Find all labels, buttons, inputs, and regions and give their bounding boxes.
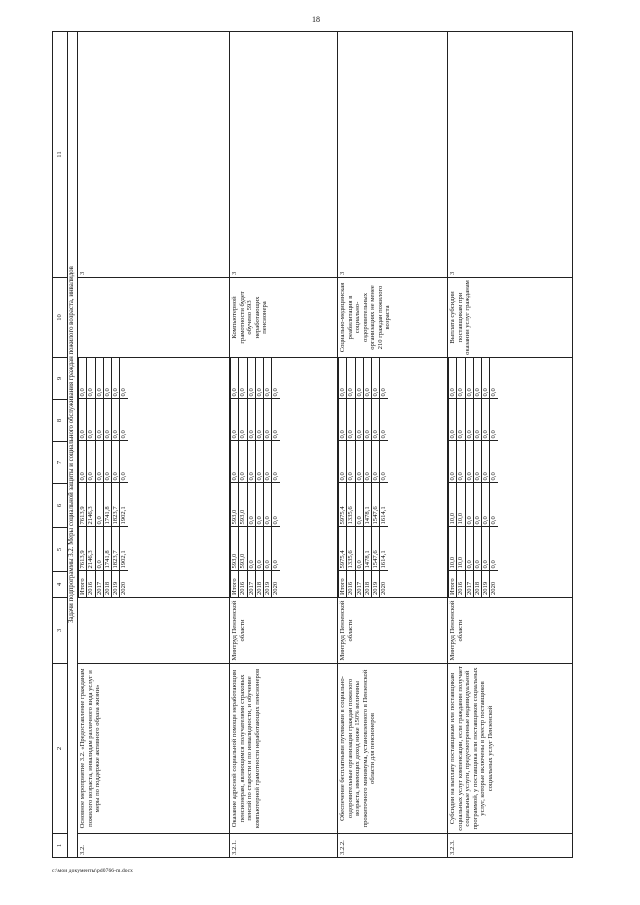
amount-cell: 0,0 [465, 441, 473, 483]
year-row [490, 357, 498, 597]
item-executor [78, 598, 230, 664]
amount-cell: 0,0 [490, 441, 498, 483]
amount-cell: 0,0 [380, 357, 388, 399]
amount-cell: 0,0 [363, 357, 371, 399]
year-label: 2017 [355, 571, 363, 597]
year-label: 2020 [490, 571, 498, 597]
amount-cell: 0,0 [380, 399, 388, 441]
amount-cell: 0,0 [239, 357, 247, 399]
year-label: 2016 [347, 571, 355, 597]
amount-cell: 10,0 [457, 527, 465, 571]
amount-cell: 0,0 [95, 399, 103, 441]
amount-cell: 0,0 [247, 441, 255, 483]
amount-cell: 593,0 [239, 483, 247, 527]
amount-cell: 0,0 [272, 483, 280, 527]
year-row [231, 357, 239, 597]
item-number: 3.2.1. [230, 834, 338, 858]
amount-cell: 1823,7 [112, 483, 120, 527]
years-block [448, 358, 573, 598]
year-label: 2020 [120, 571, 128, 597]
amount-cell: 0,0 [272, 527, 280, 571]
amount-cell: 0,0 [355, 357, 363, 399]
item-result: Социально-медицинская реабилитация в социально-оздоровительных организациях не менее 210 граждан пожилого возраста [338, 278, 448, 358]
year-label: 2018 [255, 571, 263, 597]
amount-cell: 0,0 [380, 441, 388, 483]
header-cell: 7 [53, 442, 68, 484]
amount-cell: 593,0 [231, 483, 239, 527]
amount-cell: 0,0 [347, 441, 355, 483]
year-label: 2019 [264, 571, 272, 597]
year-label: 2019 [112, 571, 120, 597]
year-label: Итого [231, 571, 239, 597]
amount-cell: 0,0 [482, 357, 490, 399]
years-table [338, 357, 388, 597]
year-label: Итого [339, 571, 347, 597]
amount-cell: 0,0 [272, 357, 280, 399]
amount-cell: 0,0 [95, 527, 103, 571]
header-cell: 10 [53, 278, 68, 358]
amount-cell: 1335,6 [347, 527, 355, 571]
year-label: 2016 [239, 571, 247, 597]
amount-cell: 0,0 [355, 399, 363, 441]
amount-cell: 0,0 [272, 441, 280, 483]
amount-cell: 1547,6 [372, 527, 380, 571]
years-block [230, 358, 338, 598]
amount-cell: 0,0 [95, 441, 103, 483]
amount-cell: 7613,9 [79, 483, 87, 527]
item-executor: Минтруд Пензенской области [230, 598, 338, 664]
item-col11: 3 [338, 32, 448, 278]
year-label: 2016 [457, 571, 465, 597]
amount-cell: 0,0 [339, 357, 347, 399]
item-number: 3.2.2. [338, 834, 448, 858]
item-number: 3.2. [78, 834, 230, 858]
amount-cell: 0,0 [112, 399, 120, 441]
header-cell: 4 [53, 572, 68, 598]
year-label: 2020 [272, 571, 280, 597]
amount-cell: 0,0 [120, 399, 128, 441]
program-table [52, 31, 573, 858]
amount-cell: 0,0 [255, 527, 263, 571]
amount-cell: 1614,1 [380, 527, 388, 571]
header-cell: 8 [53, 400, 68, 442]
amount-cell: 0,0 [473, 399, 481, 441]
table-body [78, 32, 573, 858]
amount-cell: 0,0 [103, 399, 111, 441]
amount-cell: 7613,9 [79, 527, 87, 571]
years-table [78, 357, 128, 597]
header-cell: 9 [53, 358, 68, 400]
header-cell: 2 [53, 664, 68, 834]
year-row [339, 357, 347, 597]
amount-cell: 0,0 [120, 357, 128, 399]
amount-cell: 0,0 [264, 441, 272, 483]
year-row [363, 357, 371, 597]
year-row [272, 357, 280, 597]
item-executor: Минтруд Пензенской области [448, 598, 573, 664]
amount-cell: 1547,6 [372, 483, 380, 527]
item-col11: 3 [448, 32, 573, 278]
amount-cell: 0,0 [255, 483, 263, 527]
amount-cell: 0,0 [457, 357, 465, 399]
year-row [473, 357, 481, 597]
item-name: Обеспечение бесплатными путевками в социально-оздоровительные организации граждан пожилого возраста, имеющих доход ниже 150% величины прожиточного минимума, установленного в Пензенской области для пенсионеров [338, 664, 448, 834]
amount-cell: 0,0 [465, 357, 473, 399]
amount-cell: 0,0 [449, 399, 457, 441]
amount-cell: 0,0 [457, 399, 465, 441]
header-cell: 1 [53, 834, 68, 858]
amount-cell: 5975,4 [339, 527, 347, 571]
item-name: Основное мероприятие 3.2. «Предоставление гражданам пожилого возраста, инвалидам различного вида услуг и меры по поддержке активного образа жизни» [78, 664, 230, 834]
header-cell: 11 [53, 32, 68, 278]
year-row [347, 357, 355, 597]
amount-cell: 0,0 [372, 357, 380, 399]
years-block [78, 358, 230, 598]
amount-cell: 0,0 [255, 441, 263, 483]
amount-cell: 0,0 [490, 483, 498, 527]
item-result: Выплата субсидии поставщикам при оказании услуг гражданам [448, 278, 573, 358]
amount-cell: 0,0 [465, 399, 473, 441]
year-row [264, 357, 272, 597]
amount-cell: 0,0 [79, 357, 87, 399]
amount-cell: 0,0 [87, 357, 95, 399]
year-row [457, 357, 465, 597]
amount-cell: 5975,4 [339, 483, 347, 527]
amount-cell: 0,0 [490, 357, 498, 399]
amount-cell: 0,0 [339, 399, 347, 441]
amount-cell: 0,0 [482, 441, 490, 483]
item-executor: Минтруд Пензенской области [338, 598, 448, 664]
amount-cell: 0,0 [457, 441, 465, 483]
year-row [482, 357, 490, 597]
amount-cell: 0,0 [103, 441, 111, 483]
header-row [53, 32, 68, 858]
year-row [449, 357, 457, 597]
item-result [78, 278, 230, 358]
amount-cell: 0,0 [363, 399, 371, 441]
table-row [448, 32, 573, 858]
amount-cell: 0,0 [79, 399, 87, 441]
year-row [79, 357, 87, 597]
amount-cell: 593,0 [239, 527, 247, 571]
year-row [103, 357, 111, 597]
amount-cell: 0,0 [120, 441, 128, 483]
amount-cell: 593,0 [231, 527, 239, 571]
amount-cell: 0,0 [482, 483, 490, 527]
amount-cell: 0,0 [355, 441, 363, 483]
year-label: 2019 [482, 571, 490, 597]
amount-cell: 0,0 [264, 357, 272, 399]
amount-cell: 0,0 [473, 441, 481, 483]
amount-cell: 0,0 [79, 441, 87, 483]
item-name: Субсидии на выплату поставщикам или поставщикам социальных услуг компенсации, если гражданин получает социальные услуги, предусмотренные индивидуальной программой, у поставщика или поставщиков социальных услуг, которые включены в реестр поставщиков социальных услуг Пензенской [448, 664, 573, 834]
item-number: 3.2.3. [448, 834, 573, 858]
amount-cell: 0,0 [372, 399, 380, 441]
section-title: Задачи подпрограммы 3.2. Меры социальной защиты и социального обслуживания граждан пожилого возраста, инвалидов [68, 32, 78, 858]
item-name: Оказание адресной социальной помощи неработающим пенсионерам, являющимся получателями страховых пенсий по старости и по инвалидности, и обучение компьютерной грамотности неработающих пенсионеров [230, 664, 338, 834]
amount-cell: 1741,8 [103, 527, 111, 571]
year-row [355, 357, 363, 597]
amount-cell: 1823,7 [112, 527, 120, 571]
year-row [112, 357, 120, 597]
year-label: 2018 [103, 571, 111, 597]
amount-cell: 0,0 [247, 357, 255, 399]
amount-cell: 0,0 [247, 399, 255, 441]
amount-cell: 10,0 [449, 527, 457, 571]
item-col11: 3 [230, 32, 338, 278]
amount-cell: 0,0 [473, 527, 481, 571]
amount-cell: 1478,1 [363, 527, 371, 571]
amount-cell: 1902,1 [120, 527, 128, 571]
item-col11: 3 [78, 32, 230, 278]
amount-cell: 0,0 [112, 357, 120, 399]
amount-cell: 0,0 [95, 483, 103, 527]
page-frame [52, 32, 604, 858]
years-table [230, 357, 280, 597]
section-row [68, 32, 78, 858]
amount-cell: 0,0 [473, 483, 481, 527]
header-cell: 5 [53, 528, 68, 572]
amount-cell: 0,0 [87, 441, 95, 483]
year-label: 2017 [95, 571, 103, 597]
amount-cell: 0,0 [247, 483, 255, 527]
amount-cell: 0,0 [95, 357, 103, 399]
amount-cell: 0,0 [247, 527, 255, 571]
amount-cell: 0,0 [482, 527, 490, 571]
year-row [380, 357, 388, 597]
amount-cell: 0,0 [465, 527, 473, 571]
amount-cell: 2146,3 [87, 483, 95, 527]
amount-cell: 10,0 [457, 483, 465, 527]
amount-cell: 0,0 [264, 483, 272, 527]
amount-cell: 0,0 [231, 357, 239, 399]
amount-cell: 0,0 [355, 483, 363, 527]
page-number: 18 [312, 15, 320, 24]
amount-cell: 10,0 [449, 483, 457, 527]
amount-cell: 0,0 [255, 357, 263, 399]
amount-cell: 0,0 [231, 441, 239, 483]
amount-cell: 2146,3 [87, 527, 95, 571]
year-label: 2017 [465, 571, 473, 597]
amount-cell: 0,0 [482, 399, 490, 441]
item-result: Компьютерной грамотности будет обучено 593 неработающих пенсионера [230, 278, 338, 358]
amount-cell: 0,0 [264, 399, 272, 441]
years-block [338, 358, 448, 598]
amount-cell: 0,0 [372, 441, 380, 483]
year-label: 2020 [380, 571, 388, 597]
amount-cell: 0,0 [347, 357, 355, 399]
year-row [372, 357, 380, 597]
year-label: Итого [79, 571, 87, 597]
amount-cell: 0,0 [347, 399, 355, 441]
amount-cell: 0,0 [363, 441, 371, 483]
year-row [255, 357, 263, 597]
amount-cell: 0,0 [239, 441, 247, 483]
amount-cell: 0,0 [103, 357, 111, 399]
header-cell: 6 [53, 484, 68, 528]
amount-cell: 0,0 [449, 441, 457, 483]
year-row [247, 357, 255, 597]
rotated-table-wrapper [52, 32, 604, 858]
year-label: Итого [449, 571, 457, 597]
amount-cell: 1902,1 [120, 483, 128, 527]
amount-cell: 1614,1 [380, 483, 388, 527]
amount-cell: 1478,1 [363, 483, 371, 527]
year-label: 2018 [473, 571, 481, 597]
amount-cell: 0,0 [465, 483, 473, 527]
amount-cell: 1741,8 [103, 483, 111, 527]
amount-cell: 0,0 [112, 441, 120, 483]
year-row [95, 357, 103, 597]
header-cell: 3 [53, 598, 68, 664]
amount-cell: 0,0 [255, 399, 263, 441]
amount-cell: 0,0 [355, 527, 363, 571]
year-label: 2017 [247, 571, 255, 597]
amount-cell: 0,0 [231, 399, 239, 441]
amount-cell: 0,0 [339, 441, 347, 483]
year-label: 2018 [363, 571, 371, 597]
amount-cell: 0,0 [239, 399, 247, 441]
amount-cell: 0,0 [490, 399, 498, 441]
year-row [120, 357, 128, 597]
year-label: 2016 [87, 571, 95, 597]
table-row [338, 32, 448, 858]
table-row [230, 32, 338, 858]
year-label: 2019 [372, 571, 380, 597]
year-row [239, 357, 247, 597]
table-row [78, 32, 230, 858]
amount-cell: 1335,6 [347, 483, 355, 527]
year-row [465, 357, 473, 597]
amount-cell: 0,0 [264, 527, 272, 571]
amount-cell: 0,0 [87, 399, 95, 441]
year-row [87, 357, 95, 597]
amount-cell: 0,0 [272, 399, 280, 441]
amount-cell: 0,0 [473, 357, 481, 399]
amount-cell: 0,0 [490, 527, 498, 571]
years-table [448, 357, 498, 597]
footer-path: c:\мои документы\pd0766-m.docx [52, 868, 134, 874]
amount-cell: 0,0 [449, 357, 457, 399]
